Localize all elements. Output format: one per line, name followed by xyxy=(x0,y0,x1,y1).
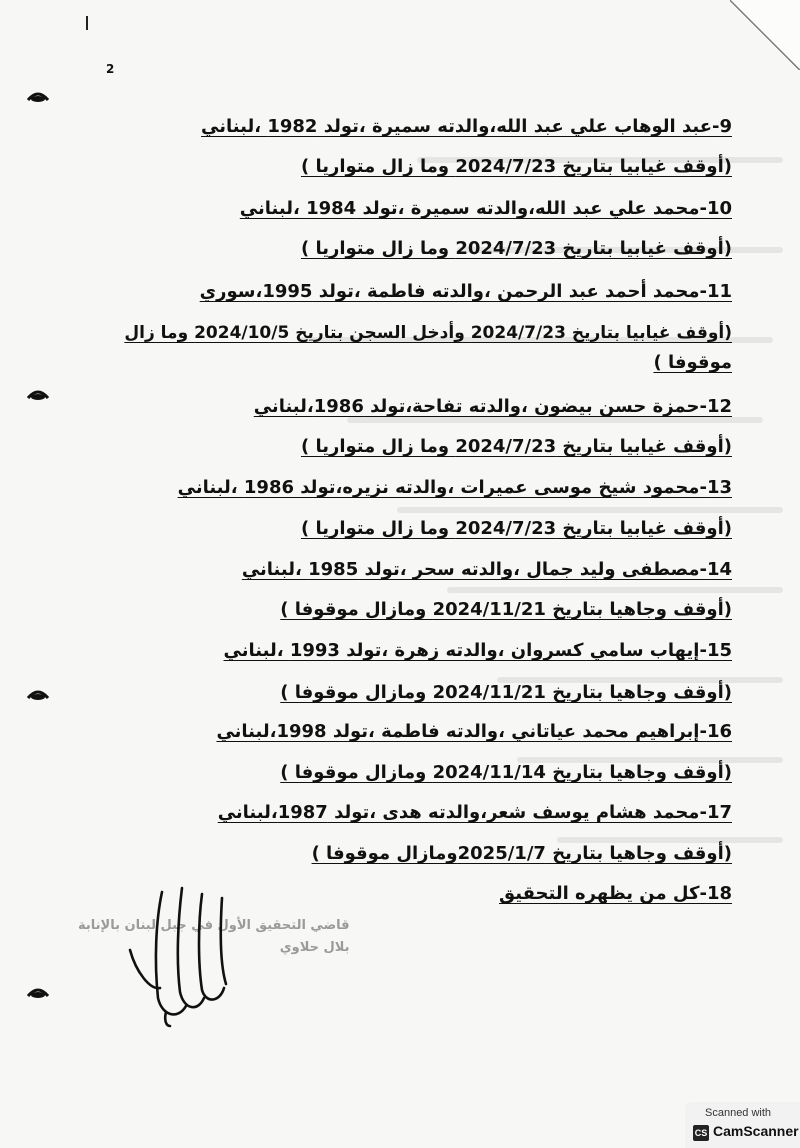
camscanner-logo-icon: CS xyxy=(693,1125,709,1141)
handwritten-signature xyxy=(70,880,240,1030)
scanned-with-label: Scanned with xyxy=(705,1107,772,1119)
entry-18-name: 18-كل من يظهره التحقيق xyxy=(499,883,732,904)
entry-17-name: 17-محمد هشام يوسف شعر،والدته هدى ،تولد 1987،لبناني xyxy=(217,802,732,823)
entry-15-name: 15-إيهاب سامي كسروان ،والدته زهرة ،تولد 1993 ،لبناني xyxy=(223,640,732,661)
entry-13-name: 13-محمود شيخ موسى عميرات ،والدته نزيره،تولد 1986 ،لبناني xyxy=(177,477,732,498)
entry-11-name: 11-محمد أحمد عبد الرحمن ،والدته فاطمة ،تولد 1995،سوري xyxy=(199,281,732,302)
entry-17-status: (أوقف وجاهيا بتاريخ 2025/1/7ومازال موقوفا ) xyxy=(311,843,732,864)
entry-10-status: (أوقف غيابيا بتاريخ 2024/7/23 وما زال متواريا ) xyxy=(300,238,732,259)
entry-16-name: 16-إبراهيم محمد عياتاني ،والدته فاطمة ،تولد 1998،لبناني xyxy=(216,721,732,742)
stamp-line-1: قاضي التحقيق الأول في جبل لبنان بالإنابة xyxy=(78,918,350,933)
entry-14-name: 14-مصطفى وليد جمال ،والدته سحر ،تولد 1985 ،لبناني xyxy=(241,559,732,580)
entry-13-status: (أوقف غيابيا بتاريخ 2024/7/23 وما زال متواريا ) xyxy=(300,518,732,539)
entry-9-status: (أوقف غيابيا بتاريخ 2024/7/23 وما زال متواريا ) xyxy=(300,156,732,177)
camscanner-brand: CamScanner xyxy=(713,1123,799,1139)
camscanner-watermark xyxy=(685,1102,800,1148)
entry-9-name: 9-عبد الوهاب علي عبد الله،والدته سميرة ،تولد 1982 ،لبناني xyxy=(201,116,732,137)
binder-hole xyxy=(26,88,50,104)
entry-15-status: (أوقف وجاهيا بتاريخ 2024/11/21 ومازال موقوفا ) xyxy=(280,682,732,703)
entry-10-name: 10-محمد علي عبد الله،والدته سميرة ،تولد 1984 ،لبناني xyxy=(239,198,732,219)
entry-12-status: (أوقف غيابيا بتاريخ 2024/7/23 وما زال متواريا ) xyxy=(300,436,732,457)
binder-hole xyxy=(26,686,50,702)
binder-hole xyxy=(26,984,50,1000)
entry-12-name: 12-حمزة حسن بيضون ،والدته تفاحة،تولد 1986،لبناني xyxy=(253,396,732,417)
entry-16-status: (أوقف وجاهيا بتاريخ 2024/11/14 ومازال موقوفا ) xyxy=(280,762,732,783)
entry-11-status-cont: موقوفا ) xyxy=(653,352,732,373)
entry-11-status: (أوقف غيابيا بتاريخ 2024/7/23 وأدخل السجن بتاريخ 2024/10/5 وما زال xyxy=(124,323,732,343)
scan-mark xyxy=(86,16,88,30)
binder-hole xyxy=(26,386,50,402)
stamp-line-2: بلال حلاوي xyxy=(279,940,350,955)
entry-14-status: (أوقف وجاهيا بتاريخ 2024/11/21 ومازال موقوفا ) xyxy=(280,599,732,620)
corner-fold xyxy=(730,0,800,70)
page-number: 2 xyxy=(106,62,115,76)
